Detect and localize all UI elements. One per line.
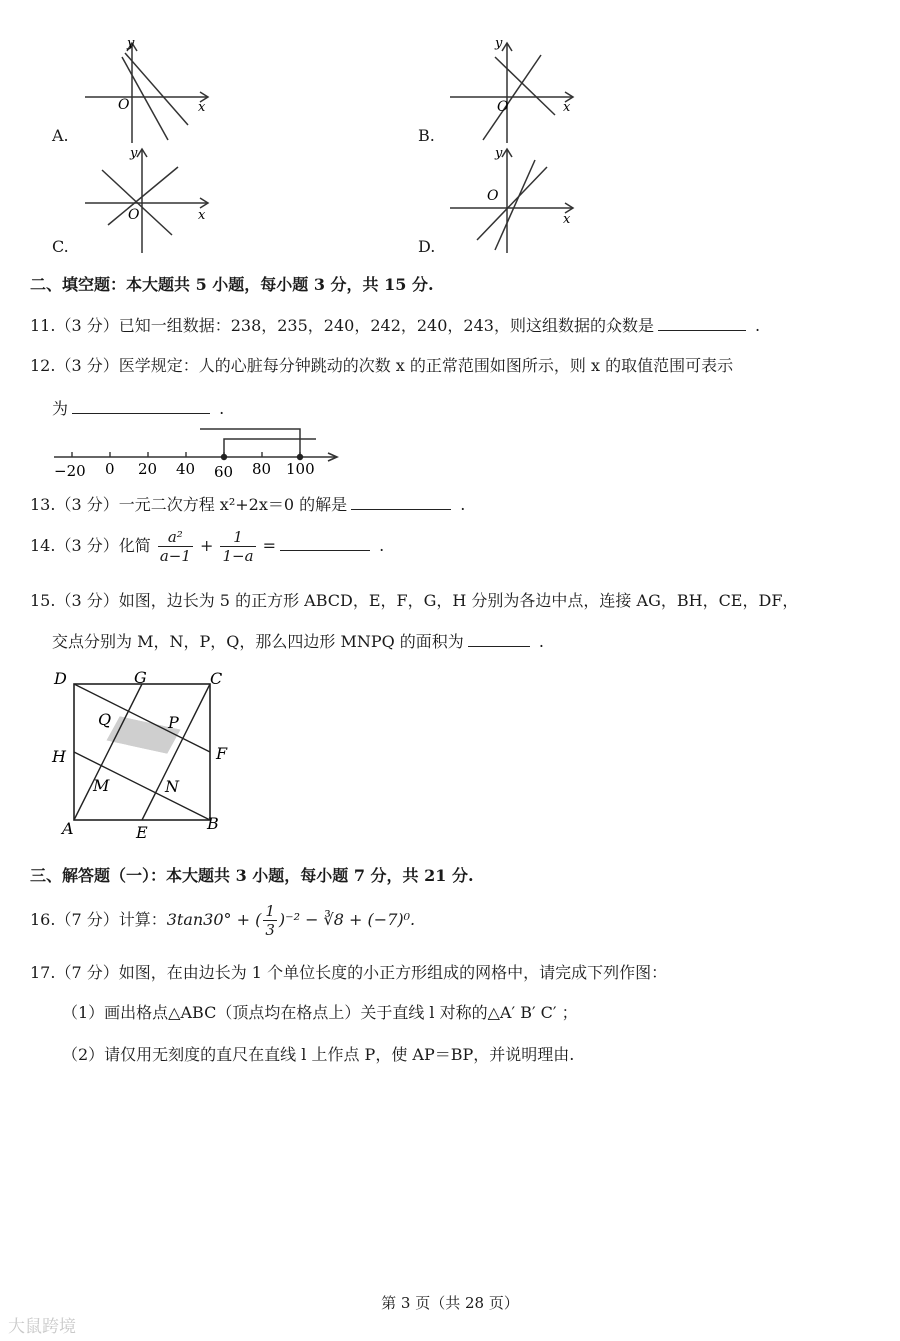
q16-prefix: 16.（7 分）计算： (30, 910, 167, 929)
q14-prefix: 14.（3 分）化简 (30, 536, 151, 555)
label-e: E (136, 823, 148, 842)
y-axis-label: y (127, 36, 135, 51)
origin-label: O (128, 207, 140, 223)
q12-end: . (219, 399, 225, 418)
question-15-line2 (52, 629, 544, 652)
question-12-line2 (52, 396, 224, 419)
q11-text: 11.（3 分）已知一组数据：238，235，240，242，240，243，则这组数据的众数是 (30, 316, 654, 335)
question-17-part2: （2）请仅用无刻度的直尺在直线 l 上作点 P，使 AP＝BP，并说明理由. (62, 1045, 575, 1064)
question-13 (30, 492, 465, 515)
y-axis-label: y (495, 36, 503, 51)
square-figure (48, 664, 238, 844)
label-a: A (62, 819, 74, 838)
q14-end: . (379, 536, 385, 555)
tick-label: 80 (252, 460, 272, 478)
question-11 (30, 313, 760, 336)
y-axis-label: y (495, 146, 503, 161)
x-axis-label: x (563, 212, 571, 227)
q14-fraction-2: $\frac{1}{1-a}$ (222, 528, 254, 565)
q14-answer-blank[interactable] (280, 536, 370, 551)
label-c: C (210, 669, 223, 688)
tick-label: 20 (138, 460, 158, 478)
q11-end: . (755, 316, 761, 335)
question-17-line1: 17.（7 分）如图，在由边长为 1 个单位长度的小正方形组成的网格中，请完成下列作图： (30, 963, 668, 982)
question-16 (30, 902, 415, 939)
x-axis-label: x (563, 100, 571, 115)
tick-label: −20 (54, 462, 86, 480)
origin-label: O (497, 99, 509, 115)
q15-text: 交点分别为 M，N，P，Q，那么四边形 MNPQ 的面积为 (52, 632, 464, 651)
q14-eq: = (262, 536, 277, 555)
tick-label: 60 (214, 463, 234, 480)
question-17-part1: （1）画出格点△ABC（顶点均在格点上）关于直线 l 对称的△A′ B′ C′ ； (62, 1003, 578, 1022)
label-n: N (165, 777, 179, 796)
q15-answer-blank[interactable] (468, 632, 530, 647)
q11-answer-blank[interactable] (658, 316, 746, 331)
origin-label: O (118, 97, 130, 113)
q14-fraction-1: $\frac{\text{a²}}{a-1}$ (159, 528, 191, 565)
option-b-graph (445, 35, 580, 145)
question-12-line1: 12.（3 分）医学规定：人的心脏每分钟跳动的次数 x 的正常范围如图所示，则 x 的取值范围可表示 (30, 356, 734, 375)
section2-title: 二、填空题：本大题共 5 小题，每小题 3 分，共 15 分. (30, 275, 434, 294)
tick-label: 40 (176, 460, 196, 478)
tick-label: 100 (286, 460, 315, 478)
section3-title: 三、解答题（一）：本大题共 3 小题，每小题 7 分，共 21 分. (30, 866, 474, 885)
q12-answer-blank[interactable] (72, 399, 210, 414)
origin-label: O (487, 188, 499, 204)
question-14 (30, 528, 384, 565)
watermark: 大鼠跨境 (8, 1317, 76, 1337)
tick-label: 0 (105, 460, 115, 478)
x-axis-label: x (198, 100, 206, 115)
q13-end: . (460, 495, 466, 514)
label-h: H (52, 747, 66, 766)
label-d: D (54, 669, 67, 688)
option-a-graph (80, 35, 215, 145)
x-axis-label: x (198, 208, 206, 223)
q15-end: . (538, 632, 544, 651)
option-a-label: A. (52, 126, 69, 145)
q13-answer-blank[interactable] (351, 495, 451, 510)
q12-prefix: 为 (52, 399, 69, 418)
page-footer: 第 3 页（共 28 页） (381, 1294, 519, 1312)
q16-fraction: $\frac{1}{3}$ (265, 902, 275, 939)
q13-text: 13.（3 分）一元二次方程 x²+2x＝0 的解是 (30, 495, 348, 514)
q14-plus: + (199, 536, 214, 555)
label-b: B (207, 814, 219, 833)
option-c-graph (80, 145, 215, 255)
label-f: F (216, 744, 228, 763)
option-d-label: D. (418, 237, 436, 256)
label-m: M (93, 776, 110, 795)
q16-expr-b: )⁻² − ∛8 + (−7)⁰. (278, 910, 416, 929)
label-g: G (134, 668, 147, 687)
option-b-label: B. (418, 126, 435, 145)
q16-expr-a: 3tan30° + ( (166, 910, 262, 929)
y-axis-label: y (130, 146, 138, 161)
number-line (48, 422, 348, 480)
option-c-label: C. (52, 237, 69, 256)
label-q: Q (98, 710, 112, 729)
question-15-line1: 15.（3 分）如图，边长为 5 的正方形 ABCD，E，F，G，H 分别为各边中点，连接 AG，BH，CE，DF， (30, 591, 799, 610)
label-p: P (168, 713, 179, 732)
option-d-graph (445, 145, 580, 255)
